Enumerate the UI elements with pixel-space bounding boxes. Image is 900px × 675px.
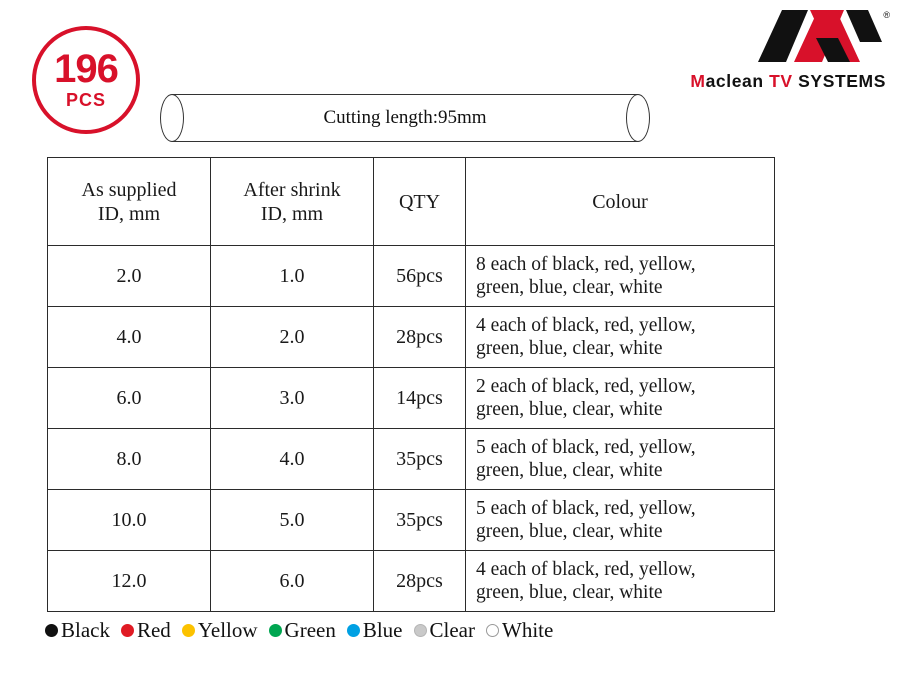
cutting-length-tube-graphic (160, 94, 650, 142)
cell-after-shrink: 5.0 (211, 490, 374, 551)
legend-colour-dot-icon (45, 624, 58, 637)
pieces-count-badge (32, 26, 140, 134)
cutting-length-label: Cutting length:95mm (323, 107, 487, 128)
legend-label: Red (136, 618, 171, 642)
cell-colour-line1: 4 each of black, red, yellow, (476, 315, 696, 336)
table-row (48, 368, 775, 429)
legend-label: Clear (429, 618, 475, 642)
brand-wordmark (690, 71, 886, 92)
table-row (48, 551, 775, 612)
cell-qty: 28pcs (374, 551, 466, 612)
legend-item (182, 618, 258, 643)
column-header-as-supplied-line1: As supplied (81, 178, 177, 201)
cell-colour-line1: 4 each of black, red, yellow, (476, 559, 696, 580)
cell-qty: 35pcs (374, 490, 466, 551)
cell-as-supplied: 10.0 (48, 490, 211, 551)
table-row (48, 246, 775, 307)
cell-colour (466, 429, 775, 490)
column-header-colour: Colour (466, 158, 775, 246)
cell-colour-line1: 5 each of black, red, yellow, (476, 437, 696, 458)
cell-as-supplied: 6.0 (48, 368, 211, 429)
column-header-as-supplied (48, 158, 211, 246)
cell-qty: 28pcs (374, 307, 466, 368)
brand-wordmark-systems: SYSTEMS (798, 71, 886, 91)
brand-logo (630, 8, 890, 94)
column-header-qty: QTY (374, 158, 466, 246)
legend-label: White (502, 618, 554, 642)
pieces-count-number: 196 (54, 46, 118, 91)
legend-label: Green (284, 618, 336, 642)
table-row (48, 307, 775, 368)
cell-as-supplied: 2.0 (48, 246, 211, 307)
legend-label: Black (61, 618, 110, 642)
cell-after-shrink: 3.0 (211, 368, 374, 429)
cell-as-supplied: 12.0 (48, 551, 211, 612)
cell-colour-line2: green, blue, clear, white (476, 277, 663, 298)
legend-item (45, 618, 110, 643)
column-header-after-shrink-line2: ID, mm (260, 202, 324, 225)
cell-colour-line1: 5 each of black, red, yellow, (476, 498, 696, 519)
legend-item (486, 618, 553, 643)
cell-colour-line1: 8 each of black, red, yellow, (476, 254, 696, 275)
column-header-after-shrink (211, 158, 374, 246)
colour-legend (45, 618, 564, 643)
cell-colour (466, 368, 775, 429)
maclean-m-icon (756, 8, 884, 64)
legend-item (347, 618, 403, 643)
cell-colour-line1: 2 each of black, red, yellow, (476, 376, 696, 397)
table-row (48, 429, 775, 490)
cell-qty: 56pcs (374, 246, 466, 307)
cell-colour-line2: green, blue, clear, white (476, 338, 663, 359)
cell-as-supplied: 8.0 (48, 429, 211, 490)
legend-colour-dot-icon (414, 624, 427, 637)
brand-wordmark-tv: TV (763, 71, 799, 91)
cell-qty: 14pcs (374, 368, 466, 429)
cell-after-shrink: 6.0 (211, 551, 374, 612)
registered-trademark-symbol: ® (883, 10, 890, 20)
table-header-row (48, 158, 775, 246)
brand-wordmark-m: M (690, 71, 706, 91)
specification-table (47, 157, 775, 612)
pieces-count-unit: PCS (65, 89, 106, 110)
legend-label: Blue (362, 618, 403, 642)
legend-colour-dot-icon (486, 624, 499, 637)
legend-colour-dot-icon (182, 624, 195, 637)
column-header-after-shrink-line1: After shrink (243, 178, 341, 201)
legend-colour-dot-icon (347, 624, 360, 637)
cell-colour-line2: green, blue, clear, white (476, 399, 663, 420)
cell-colour-line2: green, blue, clear, white (476, 521, 663, 542)
cell-colour (466, 246, 775, 307)
legend-colour-dot-icon (269, 624, 282, 637)
table-row (48, 490, 775, 551)
column-header-as-supplied-line2: ID, mm (97, 202, 161, 225)
cell-after-shrink: 1.0 (211, 246, 374, 307)
legend-colour-dot-icon (121, 624, 134, 637)
cell-after-shrink: 4.0 (211, 429, 374, 490)
cell-as-supplied: 4.0 (48, 307, 211, 368)
cell-colour (466, 551, 775, 612)
cell-qty: 35pcs (374, 429, 466, 490)
legend-item (414, 618, 475, 643)
cell-colour-line2: green, blue, clear, white (476, 582, 663, 603)
legend-item (121, 618, 171, 643)
cell-colour (466, 490, 775, 551)
cell-colour-line2: green, blue, clear, white (476, 460, 663, 481)
legend-label: Yellow (197, 618, 258, 642)
cell-colour (466, 307, 775, 368)
brand-wordmark-aclean: aclean (705, 71, 764, 91)
legend-item (269, 618, 336, 643)
cell-after-shrink: 2.0 (211, 307, 374, 368)
